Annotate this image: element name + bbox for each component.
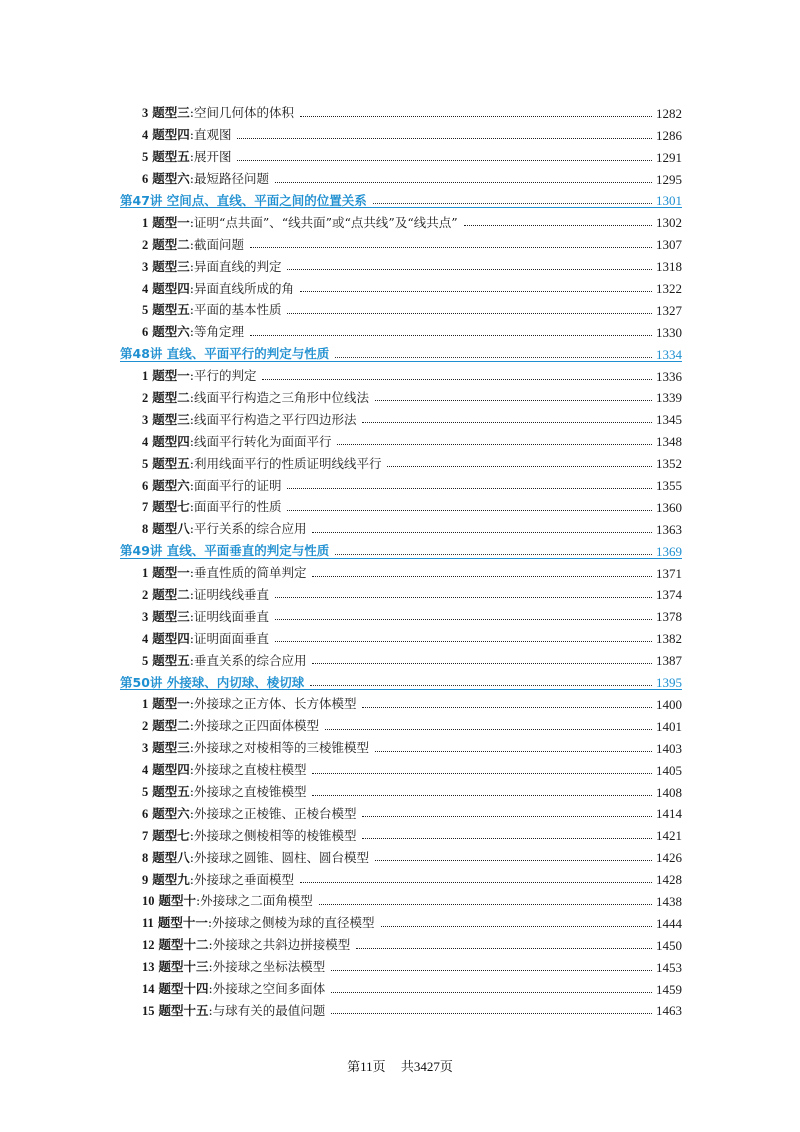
section-number: 1: [142, 566, 149, 581]
section-number: 4: [142, 434, 149, 449]
dot-leader: [362, 838, 652, 839]
page-number-ref: 1327: [656, 302, 682, 318]
section-name: :异面直线所成的角: [189, 280, 294, 296]
dot-leader: [335, 357, 652, 358]
section-title: [142, 129, 231, 142]
toc-section-entry[interactable]: [120, 558, 682, 580]
section-name: :最短路径问题: [189, 171, 269, 187]
section-title: [142, 1002, 326, 1018]
toc-chapter-entry[interactable]: [120, 186, 682, 208]
section-label: 题型二: [152, 236, 190, 252]
section-name: :证明面面垂直: [189, 630, 269, 646]
section-name: :平行关系的综合应用: [189, 521, 307, 537]
chapter-title: 第47讲 空间点、直线、平面之间的位置关系: [120, 192, 367, 208]
section-title: [142, 173, 269, 186]
section-title: [142, 652, 307, 668]
section-number: 2: [142, 587, 149, 602]
section-title: [142, 630, 269, 646]
toc-section-entry[interactable]: [120, 820, 682, 842]
dot-leader: [331, 1013, 652, 1014]
page-number-ref: 1382: [656, 631, 682, 647]
toc-section-entry[interactable]: [120, 426, 682, 448]
page-number-ref: 1369: [656, 543, 682, 559]
page-number-ref: 1408: [656, 784, 682, 800]
section-label: 题型五: [152, 302, 190, 318]
section-title: [142, 871, 294, 887]
section-name: :外接球之侧棱为球的直径模型: [207, 915, 375, 931]
section-label: 题型四: [152, 127, 190, 143]
section-label: 题型一: [152, 565, 190, 581]
section-name: :面面平行的性质: [189, 499, 282, 515]
section-title: [142, 608, 269, 624]
page-number-ref: 1286: [656, 127, 682, 143]
dot-leader: [373, 203, 652, 204]
toc-section-entry[interactable]: [120, 470, 682, 492]
page-number-ref: 1330: [656, 324, 682, 340]
page-number-ref: 1301: [656, 193, 682, 209]
page-number-ref: 1307: [656, 237, 682, 253]
section-label: 题型一: [152, 214, 190, 230]
page-number-ref: 1336: [656, 368, 682, 384]
page-number-ref: 1322: [656, 281, 682, 297]
toc-section-entry[interactable]: [120, 317, 682, 339]
toc-section-entry[interactable]: [120, 580, 682, 602]
section-name: :外接球之正棱锥、正棱台模型: [189, 805, 357, 821]
toc-chapter-entry[interactable]: [120, 536, 682, 558]
section-name: :外接球之圆锥、圆柱、圆台模型: [189, 849, 369, 865]
section-title: [142, 455, 382, 471]
page-number-ref: 1421: [656, 828, 682, 844]
section-name: :截面问题: [189, 236, 244, 252]
section-label: 题型十: [158, 893, 197, 909]
section-label: 题型八: [152, 521, 190, 537]
section-label: 题型三: [152, 411, 190, 427]
section-title: [142, 961, 325, 974]
dot-leader: [335, 554, 652, 555]
section-title: [142, 151, 231, 164]
page-number-ref: 1378: [656, 609, 682, 625]
section-label: 题型十五: [158, 1002, 209, 1018]
section-label: 题型七: [152, 499, 190, 515]
page-number-ref: 1450: [656, 937, 682, 953]
page-number-ref: 1400: [656, 696, 682, 712]
section-name: :垂直性质的简单判定: [189, 565, 307, 581]
dot-leader: [275, 619, 652, 620]
section-title: [142, 280, 294, 296]
section-title: [142, 304, 281, 317]
section-title: [142, 326, 244, 339]
section-number: 4: [142, 631, 149, 646]
section-label: 题型八: [152, 849, 190, 865]
toc-section-entry[interactable]: [120, 164, 682, 186]
section-title: [142, 411, 357, 427]
page-number: 第11页: [347, 1059, 386, 1074]
toc-section-entry[interactable]: [120, 864, 682, 886]
page-number-ref: 1355: [656, 478, 682, 494]
page-number-ref: 1438: [656, 893, 682, 909]
section-label: 题型三: [152, 258, 190, 274]
section-number: 5: [142, 456, 149, 471]
dot-leader: [375, 751, 652, 752]
toc-section-entry[interactable]: [120, 514, 682, 536]
page-number-ref: 1405: [656, 762, 682, 778]
section-title: [142, 370, 256, 383]
page-number-ref: 1426: [656, 850, 682, 866]
section-label: 题型五: [152, 149, 190, 165]
section-number: 1: [142, 697, 149, 712]
dot-leader: [287, 313, 652, 314]
dot-leader: [312, 532, 652, 533]
section-name: :直观图: [189, 127, 232, 143]
total-pages: 共3427页: [400, 1059, 453, 1074]
table-of-contents: [120, 98, 682, 1017]
section-title: [142, 214, 458, 230]
toc-chapter-entry[interactable]: [120, 339, 682, 361]
section-label: 题型六: [152, 805, 190, 821]
section-number: 4: [142, 281, 149, 296]
toc-section-entry[interactable]: [120, 207, 682, 229]
page-number-ref: 1428: [656, 872, 682, 888]
section-label: 题型七: [152, 827, 190, 843]
page-number-ref: 1453: [656, 959, 682, 975]
section-number: 2: [142, 719, 149, 734]
page-number-ref: 1374: [656, 587, 682, 603]
section-title: [142, 786, 306, 799]
section-number: 15: [142, 1003, 155, 1018]
section-label: 题型五: [152, 652, 190, 668]
page-number-ref: 1352: [656, 456, 682, 472]
toc-section-entry[interactable]: [120, 120, 682, 142]
page-number-ref: 1387: [656, 653, 682, 669]
toc-section-entry[interactable]: [120, 142, 682, 164]
section-label: 题型四: [152, 762, 190, 778]
dot-leader: [337, 444, 652, 445]
section-title: [142, 433, 332, 449]
section-title: [142, 477, 282, 493]
section-number: 13: [142, 960, 155, 975]
section-number: 8: [142, 522, 149, 537]
section-label: 题型六: [152, 171, 190, 187]
toc-section-entry[interactable]: [120, 273, 682, 295]
section-name: :外接球之空间多面体: [208, 981, 326, 997]
section-label: 题型二: [152, 586, 190, 602]
dot-leader: [287, 269, 652, 270]
section-number: 5: [142, 653, 149, 668]
dot-leader: [319, 904, 652, 905]
section-name: :外接球之垂面模型: [189, 871, 294, 887]
toc-section-entry[interactable]: [120, 777, 682, 799]
section-title: [142, 917, 375, 930]
toc-section-entry[interactable]: [120, 689, 682, 711]
section-number: 3: [142, 741, 149, 756]
dot-leader: [331, 970, 652, 971]
section-label: 题型十三: [158, 959, 209, 975]
section-name: :面面平行的证明: [189, 477, 282, 493]
section-name: :外接球之坐标法模型: [208, 959, 326, 975]
section-title: [142, 895, 313, 908]
dot-leader: [275, 182, 652, 183]
dot-leader: [237, 138, 652, 139]
section-name: :平行的判定: [189, 368, 257, 384]
section-label: 题型五: [152, 784, 190, 799]
dot-leader: [300, 291, 652, 292]
section-number: 6: [142, 806, 149, 821]
toc-section-entry[interactable]: [120, 733, 682, 755]
toc-chapter-entry[interactable]: [120, 667, 682, 689]
section-name: :证明“点共面”、“线共面”或“点共线”及“线共点”: [189, 214, 458, 230]
section-title: [142, 501, 281, 514]
page-number-ref: 1360: [656, 499, 682, 515]
dot-leader: [312, 795, 652, 796]
toc-section-entry[interactable]: [120, 755, 682, 777]
page-number-ref: 1318: [656, 259, 682, 275]
toc-section-entry[interactable]: [120, 229, 682, 251]
toc-section-entry[interactable]: [120, 799, 682, 821]
section-label: 题型三: [152, 740, 190, 756]
page-number-ref: 1459: [656, 981, 682, 997]
chapter-title: 第48讲 直线、平面平行的判定与性质: [120, 346, 330, 362]
dot-leader: [300, 116, 652, 117]
dot-leader: [275, 641, 652, 642]
toc-section-entry[interactable]: [120, 295, 682, 317]
section-title: [142, 983, 325, 996]
page-number-ref: 1339: [656, 390, 682, 406]
section-number: 5: [142, 303, 149, 318]
section-title: [142, 258, 282, 274]
section-number: 3: [142, 259, 149, 274]
section-number: 6: [142, 172, 149, 187]
toc-section-entry[interactable]: [120, 404, 682, 426]
toc-section-entry[interactable]: [120, 98, 682, 120]
section-number: 3: [142, 609, 149, 624]
section-name: :外接球之直棱锥模型: [189, 784, 307, 799]
section-number: 6: [142, 478, 149, 493]
section-name: :外接球之正方体、长方体模型: [189, 696, 357, 712]
section-name: :外接球之对棱相等的三棱锥模型: [189, 740, 369, 756]
section-name: :线面平行构造之三角形中位线法: [189, 389, 369, 405]
dot-leader: [300, 882, 652, 883]
section-label: 题型六: [152, 324, 190, 340]
section-label: 题型十二: [158, 937, 209, 953]
dot-leader: [375, 400, 652, 401]
section-title: [142, 939, 350, 952]
dot-leader: [362, 816, 652, 817]
section-label: 题型五: [152, 455, 190, 471]
dot-leader: [312, 576, 652, 577]
section-name: :异面直线的判定: [189, 258, 282, 274]
section-title: [142, 107, 294, 120]
section-name: :外接球之侧棱相等的棱锥模型: [189, 827, 357, 843]
section-title: [142, 849, 369, 865]
section-number: 8: [142, 850, 149, 865]
page-number-ref: 1444: [656, 915, 682, 931]
toc-section-entry[interactable]: [120, 448, 682, 470]
dot-leader: [362, 422, 652, 423]
section-name: :证明线面垂直: [189, 608, 269, 624]
page-number-ref: 1371: [656, 565, 682, 581]
dot-leader: [356, 948, 652, 949]
section-number: 5: [142, 785, 149, 799]
section-label: 题型十四: [158, 981, 209, 997]
toc-section-entry[interactable]: [120, 623, 682, 645]
section-label: 题型三: [152, 105, 190, 121]
chapter-title: 第50讲 外接球、内切球、棱切球: [120, 674, 305, 690]
section-name: :外接球之正四面体模型: [189, 718, 319, 734]
dot-leader: [250, 247, 652, 248]
section-label: 题型二: [152, 718, 190, 734]
section-label: 题型一: [152, 696, 190, 712]
section-title: [142, 523, 306, 536]
dot-leader: [375, 860, 652, 861]
section-title: [142, 742, 369, 755]
toc-section-entry[interactable]: [120, 842, 682, 864]
section-number: 10: [142, 894, 155, 909]
toc-section-entry[interactable]: [120, 361, 682, 383]
section-title: [142, 567, 306, 580]
section-label: 题型四: [152, 433, 190, 449]
section-number: 3: [142, 412, 149, 427]
section-name: :空间几何体的体积: [189, 105, 294, 121]
section-number: 2: [142, 390, 149, 405]
toc-section-entry[interactable]: [120, 251, 682, 273]
section-number: 2: [142, 237, 149, 252]
toc-section-entry[interactable]: [120, 492, 682, 514]
section-title: [142, 586, 269, 602]
section-number: 7: [142, 500, 149, 515]
dot-leader: [312, 773, 652, 774]
toc-section-entry[interactable]: [120, 711, 682, 733]
section-name: :外接球之二面角模型: [196, 893, 313, 909]
section-number: 4: [142, 128, 149, 143]
toc-section-entry[interactable]: [120, 383, 682, 405]
page-number-ref: 1334: [656, 346, 682, 362]
section-name: :利用线面平行的性质证明线线平行: [189, 455, 382, 471]
section-label: 题型四: [152, 630, 190, 646]
section-label: 题型二: [152, 389, 190, 405]
toc-section-entry[interactable]: [120, 952, 682, 974]
toc-section-entry[interactable]: [120, 886, 682, 908]
dot-leader: [250, 335, 652, 336]
dot-leader: [310, 685, 652, 686]
page-number-ref: 1363: [656, 521, 682, 537]
section-name: :证明线线垂直: [189, 586, 269, 602]
page-number-ref: 1295: [656, 171, 682, 187]
toc-section-entry[interactable]: [120, 908, 682, 930]
section-number: 4: [142, 763, 149, 778]
page-number-ref: 1414: [656, 806, 682, 822]
section-number: 1: [142, 215, 149, 230]
chapter-title: 第49讲 直线、平面垂直的判定与性质: [120, 543, 330, 559]
section-title: [142, 720, 319, 733]
page-number-ref: 1302: [656, 215, 682, 231]
dot-leader: [287, 488, 652, 489]
section-number: 11: [142, 916, 154, 931]
section-name: :展开图: [189, 149, 232, 165]
section-name: :平面的基本性质: [189, 302, 282, 318]
section-name: :外接球之共斜边拼接模型: [208, 937, 351, 953]
dot-leader: [381, 926, 652, 927]
section-title: [142, 827, 357, 843]
toc-section-entry[interactable]: [120, 645, 682, 667]
section-number: 14: [142, 982, 155, 997]
section-title: [142, 764, 306, 777]
toc-section-entry[interactable]: [120, 974, 682, 996]
toc-section-entry[interactable]: [120, 601, 682, 623]
toc-section-entry[interactable]: [120, 930, 682, 952]
section-name: :外接球之直棱柱模型: [189, 762, 307, 778]
page-number-ref: 1348: [656, 434, 682, 450]
dot-leader: [287, 510, 652, 511]
dot-leader: [312, 663, 652, 664]
section-name: :线面平行构造之平行四边形法: [189, 411, 357, 427]
page-number-ref: 1403: [656, 740, 682, 756]
section-number: 6: [142, 325, 149, 340]
section-number: 1: [142, 369, 149, 384]
page-number-ref: 1291: [656, 149, 682, 165]
section-number: 12: [142, 938, 155, 953]
dot-leader: [325, 729, 652, 730]
dot-leader: [262, 379, 652, 380]
dot-leader: [387, 466, 652, 467]
section-label: 题型九: [152, 871, 190, 887]
section-name: :垂直关系的综合应用: [189, 652, 307, 668]
section-label: 题型三: [152, 608, 190, 624]
section-label: 题型六: [152, 477, 190, 493]
section-number: 9: [142, 872, 149, 887]
section-title: [142, 805, 357, 821]
section-label: 题型四: [152, 280, 190, 296]
section-title: [142, 236, 244, 252]
section-name: :与球有关的最值问题: [208, 1002, 326, 1018]
section-number: 3: [142, 106, 149, 121]
dot-leader: [464, 225, 652, 226]
page-number-ref: 1395: [656, 675, 682, 691]
section-label: 题型十一: [157, 915, 208, 931]
section-number: 7: [142, 828, 149, 843]
section-title: [142, 698, 356, 711]
dot-leader: [275, 597, 652, 598]
toc-section-entry[interactable]: [120, 996, 682, 1018]
dot-leader: [331, 992, 652, 993]
section-title: [142, 389, 369, 405]
section-label: 题型一: [152, 368, 190, 384]
page-number-ref: 1345: [656, 412, 682, 428]
page-number-ref: 1282: [656, 105, 682, 121]
dot-leader: [237, 160, 652, 161]
section-name: :线面平行转化为面面平行: [189, 433, 332, 449]
page-number-ref: 1401: [656, 718, 682, 734]
page-footer: [0, 1056, 800, 1075]
section-name: :等角定理: [189, 324, 244, 340]
page-number-ref: 1463: [656, 1003, 682, 1019]
dot-leader: [362, 707, 652, 708]
section-number: 5: [142, 150, 149, 165]
